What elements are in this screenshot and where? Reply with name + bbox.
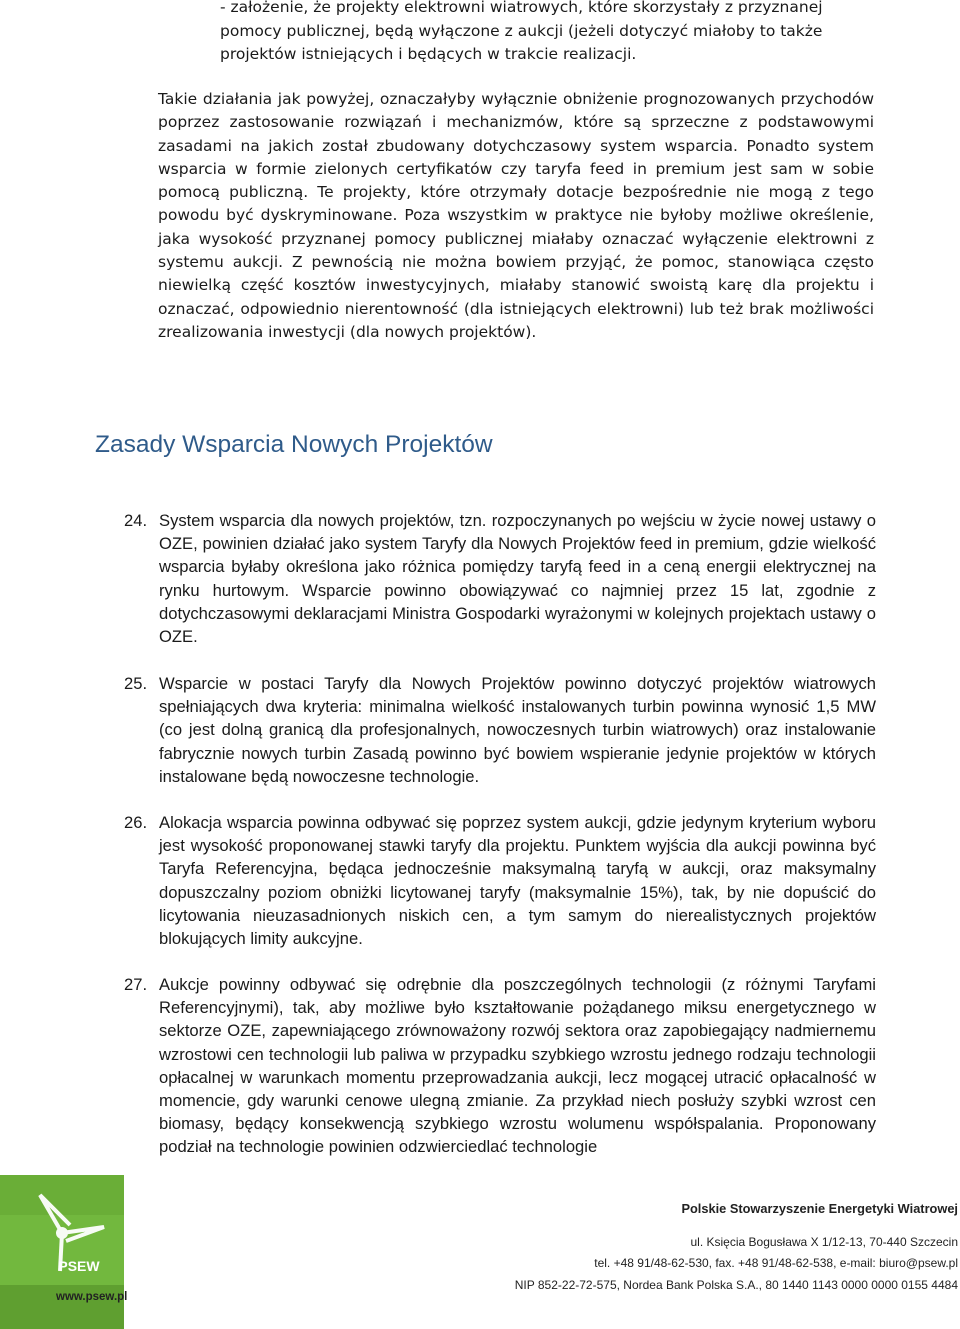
psew-logo [0, 1175, 124, 1329]
bank-nip-line: NIP 852-22-72-575, Nordea Bank Polska S.A., 80 1440 1143 0000 0000 0155 4484 [514, 1278, 958, 1292]
sentence: Te projekty, które otrzymały dotacje bezpośrednie nie mogą z tego powodu być dyskryminowane. [158, 183, 874, 225]
item-text: Wsparcie w postaci Taryfy dla Nowych Projektów powinno dotyczyć projektów wiatrowych spełniających dwa kryteria: minimalna wielkość instalowanych turbin powinna wynosić 1,5 MW (co jest dolną granicą dla profesjonalnych, nowoczesnych turbin wiatrowych) oraz instalowanie fabrycznie nowych turbin Zasadą powinno być bowiem wspieranie jedynie projektów w których instalowane będą nowoczesne technologie. [159, 674, 876, 786]
numbered-item [124, 672, 876, 788]
letterhead-footer [0, 1175, 960, 1329]
contact-line: tel. +48 91/48-62-530, fax. +48 91/48-62-538, e-mail: biuro@psew.pl [594, 1256, 958, 1270]
numbered-item [124, 811, 876, 950]
sentence: Poza wszystkim w praktyce nie byłoby możliwe określenie, jaka wysokość przyznanej pomocy publicznej miałaby oznaczać wyłączenie elektrowni z systemu aukcji. [158, 206, 874, 272]
bullet-paragraph: - założenie, że projekty elektrowni wiatrowych, które skorzystały z przyznanej pomocy publicznej, będą wyłączone z aukcji (jeżeli dotyczyć miałoby to także projektów istniejących i będących w trakcie realizacji. [220, 0, 823, 63]
item-number: 24. [124, 511, 148, 530]
body-paragraph [158, 88, 874, 344]
sentence: Ponadto system wsparcia w formie zielonych certyfikatów czy taryfa feed in premium jest sam w sobie pomocą publiczną. [158, 136, 875, 202]
numbered-item [124, 973, 876, 1159]
organization-name: Polskie Stowarzyszenie Energetyki Wiatrowej [681, 1201, 958, 1216]
section-heading: Zasady Wsparcia Nowych Projektów [95, 431, 493, 458]
sentence: Z pewnością nie można bowiem przyjąć, że pomoc, stanowiąca często niewielką część kosztów inwestycyjnych, miałaby stanowić swoistą karę dla projektu i oznaczać, odpowiednio nierentowność (dla istniejących elektrowni) lub też brak możliwości zrealizowania inwestycji (dla nowych projektów). [158, 253, 874, 341]
logo-text: PSEW [58, 1258, 100, 1274]
address-line: ul. Księcia Bogusława X 1/12-13, 70-440 Szczecin [690, 1235, 958, 1249]
item-number: 27. [124, 975, 148, 994]
wind-turbine-icon [0, 1175, 124, 1329]
item-text: Aukcje powinny odbywać się odrębnie dla poszczególnych technologii (z różnymi Taryfami Referencyjnymi), tak, aby możliwe było kształtowanie pożądanego miksu energetycznego w sektorze OZE, zapewniającego zrównoważony rozwój sektora oraz zapobiegający nadmiernemu wzrostowi cen technologii lub paliwa w przypadku szybkiego wzrostu jednego rodzaju technologii opłacalnej w warunkach momentu przeprowadzania aukcji, lecz mogącej utracić opłacalność w momencie, gdy warunki cenowe ulegną zmianie. Za przykład niech posłuży szybki wzrost cen biomasy, będący konsekwencją szybkiego wzrostu wolumenu współspalania. Proponowany podział na technologie powinien odzwierciedlać technologie [159, 975, 876, 1157]
item-text: Alokacja wsparcia powinna odbywać się poprzez system aukcji, gdzie jedynym kryterium wyboru jest wysokość proponowanej stawki taryfy dla projektu. Punktem wyjścia dla aukcji powinna być Taryfa Referencyjna, będąca jednocześnie maksymalną taryfą w aukcji, oraz maksymalny dopuszczalny poziom obniżki licytowanej taryfy (maksymalnie 15%), tak, by nie dopuścić do licytowania nieuzasadnionych niskich cen, a tym samym do nierealistycznych projektów blokujących limity aukcyjne. [159, 813, 876, 949]
numbered-item [124, 509, 876, 648]
item-text: System wsparcia dla nowych projektów, tzn. rozpoczynanych po wejściu w życie nowej ustawy o OZE, powinien działać jako system Taryfy dla Nowych Projektów feed in premium, gdzie wielkość wsparcia byłaby określona jako różnica pomiędzy taryfą feed in a ceną energii elektrycznej na rynku hurtowym. Wsparcie powinno obowiązywać co najmniej przez 15 lat, zgodnie z dotychczasowymi deklaracjami Ministra Gospodarki wyrażonymi w kolejnych projektach ustawy o OZE. [159, 511, 876, 647]
item-number: 25. [124, 674, 148, 693]
item-number: 26. [124, 813, 148, 832]
website-url: www.psew.pl [56, 1291, 128, 1303]
sentence: Takie działania jak powyżej, oznaczałyby wyłącznie obniżenie prognozowanych przychodów poprzez zastosowanie rozwiązań i mechanizmów, które są sprzeczne z podstawowymi zasadami na jakich został zbudowany dotychczasowy system wsparcia. [158, 90, 874, 155]
